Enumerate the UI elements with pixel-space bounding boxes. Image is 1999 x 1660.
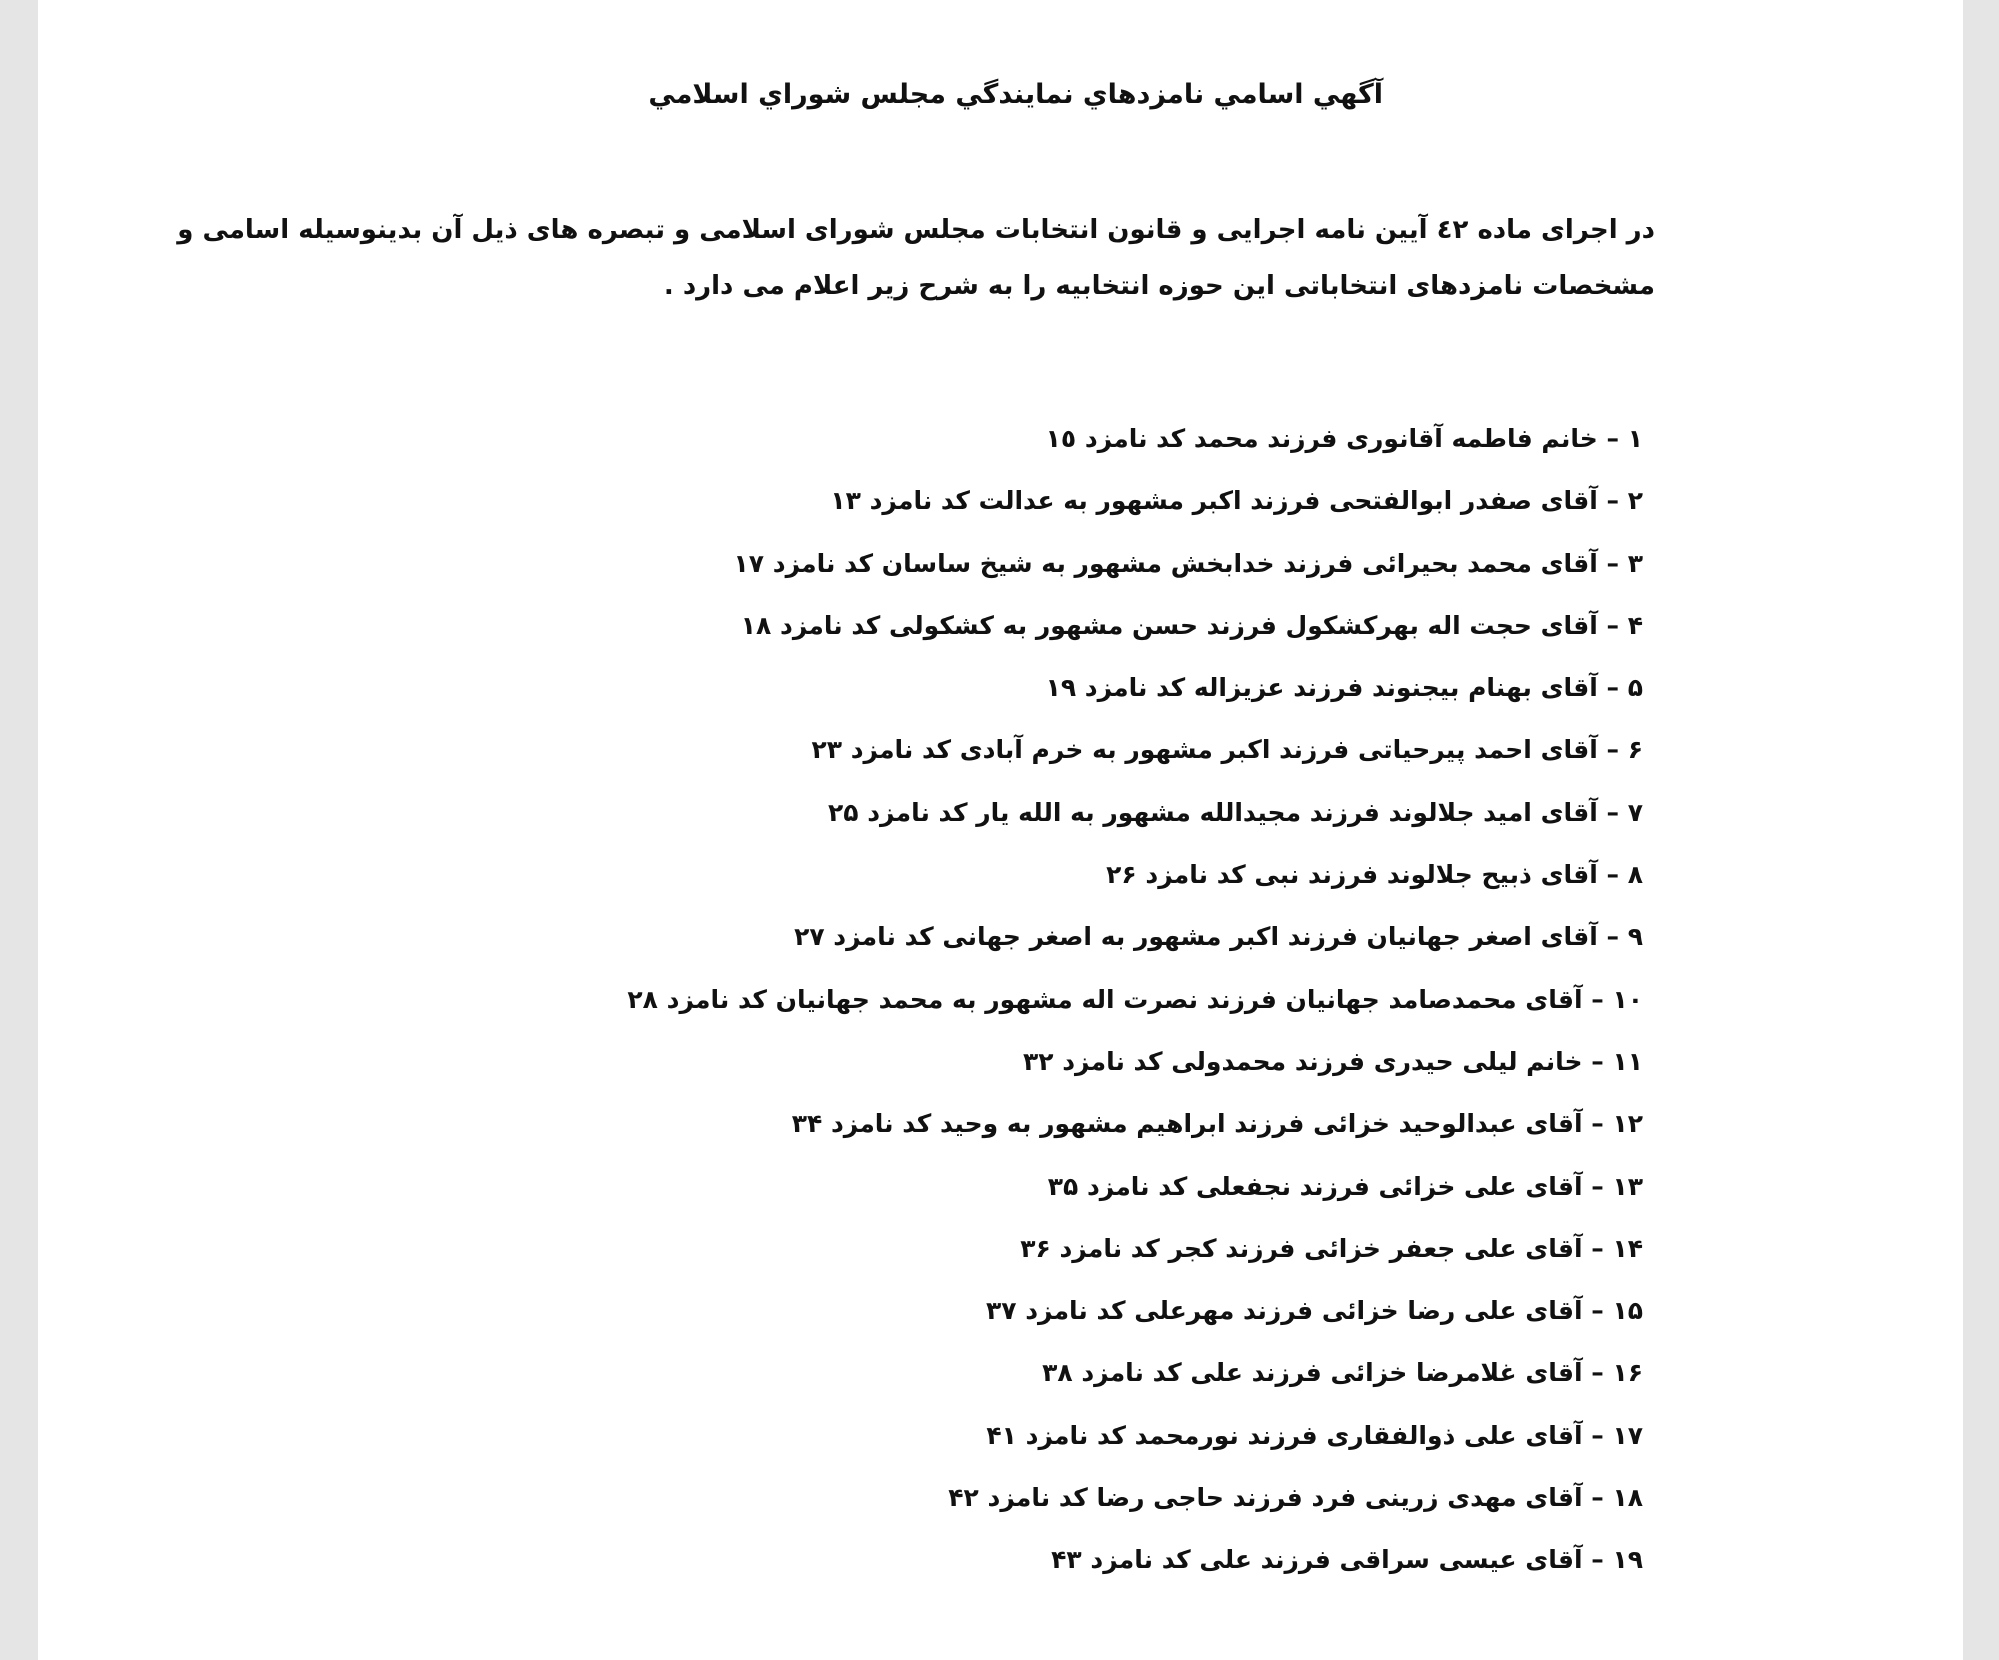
candidate-item: ١٣ – آقای علی خزائی فرزند نجفعلی کد نامزد ٣۵ xyxy=(1047,1171,1643,1201)
candidate-item: ١٨ – آقای مهدی زرینی فرد فرزند حاجی رضا کد نامزد ۴٢ xyxy=(948,1483,1643,1513)
candidate-item: ١۶ – آقای غلامرضا خزائی فرزند علی کد نامزد ٣٨ xyxy=(1042,1358,1643,1388)
candidate-item: ١٢ – آقای عبدالوحید خزائی فرزند ابراهیم مشهور به وحید کد نامزد ٣۴ xyxy=(791,1109,1643,1139)
candidate-item: ٧ – آقای امید جلالوند فرزند مجیدالله مشهور به الله یار کد نامزد ٢۵ xyxy=(827,797,1643,827)
candidate-item: ٣ – آقای محمد بحیرائی فرزند خدابخش مشهور به شیخ ساسان کد نامزد ١٧ xyxy=(733,548,1643,578)
candidate-item: ١٩ – آقای عیسی سراقی فرزند علی کد نامزد ۴٣ xyxy=(1051,1545,1643,1575)
candidate-item: ١٠ – آقای محمدصامد جهانیان فرزند نصرت اله مشهور به محمد جهانیان کد نامزد ٢٨ xyxy=(627,984,1643,1014)
candidate-item: ٨ – آقای ذبیح جلالوند فرزند نبی کد نامزد ٢۶ xyxy=(1106,860,1643,890)
document-page xyxy=(38,0,1963,1660)
document-title: آگهي اسامي نامزدهاي نمايندگي مجلس شوراي اسلامي xyxy=(648,79,1383,110)
candidate-item: ١ – خانم فاطمه آقانوری فرزند محمد کد نامزد ١٥ xyxy=(1045,424,1643,453)
candidate-item: ١۴ – آقای علی جعفر خزائی فرزند کجر کد نامزد ٣۶ xyxy=(1020,1233,1643,1263)
candidate-item: ١٧ – آقای علی ذوالفقاری فرزند نورمحمد کد نامزد ۴١ xyxy=(986,1420,1643,1450)
candidate-item: ٩ – آقای اصغر جهانیان فرزند اکبر مشهور به اصغر جهانی کد نامزد ٢٧ xyxy=(794,922,1643,952)
candidate-list xyxy=(627,408,1643,1592)
candidate-item: ۴ – آقای حجت اله بهرکشکول فرزند حسن مشهور به کشکولی کد نامزد ١٨ xyxy=(740,610,1643,640)
candidate-item: ١۵ – آقای علی رضا خزائی فرزند مهرعلی کد نامزد ٣٧ xyxy=(985,1296,1643,1326)
candidate-item: ۶ – آقای احمد پیرحیاتی فرزند اکبر مشهور به خرم آبادی کد نامزد ٢٣ xyxy=(811,735,1643,765)
candidate-item: ١١ – خانم لیلی حیدری فرزند محمدولی کد نامزد ٣٢ xyxy=(1022,1046,1643,1076)
candidate-item: ۵ – آقای بهنام بیجنوند فرزند عزیزاله کد نامزد ١٩ xyxy=(1045,673,1643,703)
candidate-item: ٢ – آقای صفدر ابوالفتحی فرزند اکبر مشهور به عدالت کد نامزد ١٣ xyxy=(830,486,1643,516)
intro-paragraph: در اجرای ماده ٤٢ آیین نامه اجرایی و قانون انتخابات مجلس شورای اسلامی و تبصره های ذیل آن بدینوسیله اسامی و مشخصات نامزدهای انتخاباتی این حوزه انتخابیه را به شرح زیر اعلام می دارد . xyxy=(177,215,1655,301)
